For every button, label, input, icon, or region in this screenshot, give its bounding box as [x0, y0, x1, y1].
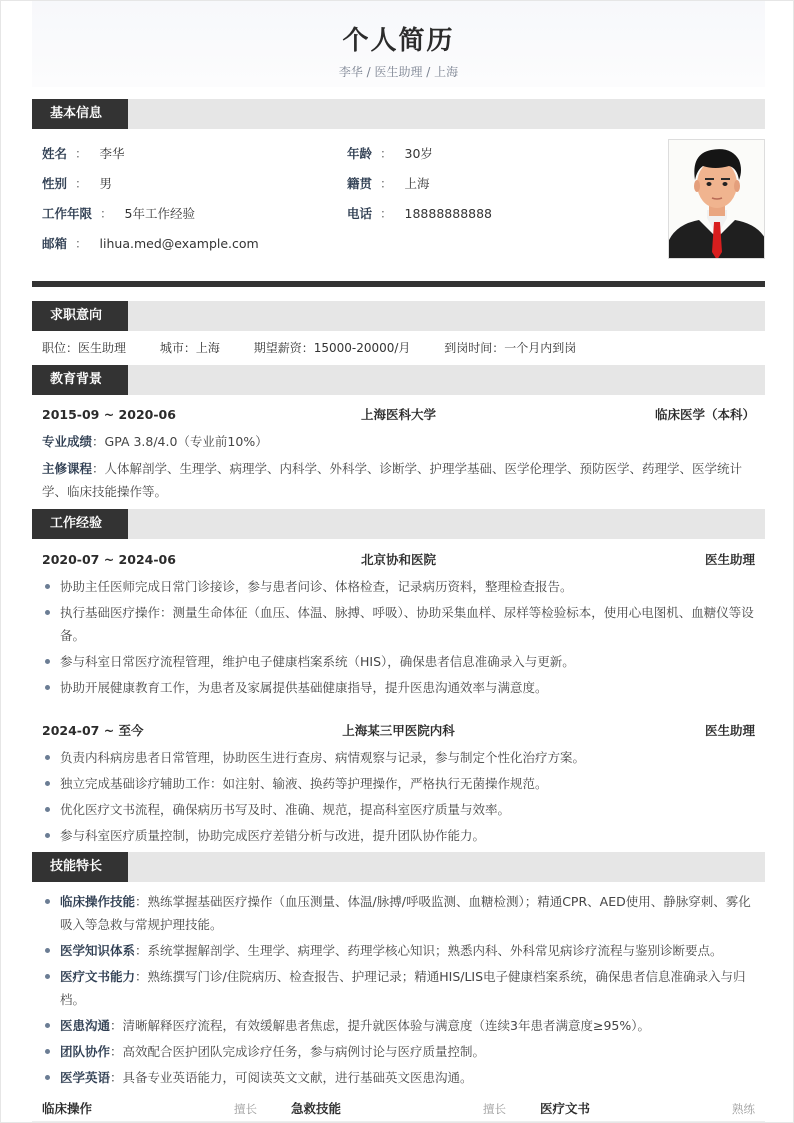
value: 30岁 [404, 146, 433, 161]
list-item: 负责内科病房患者日常管理，协助医生进行查房、病情观察与记录，参与制定个性化治疗方案。 [42, 746, 755, 769]
list-item [42, 890, 755, 936]
job-intent [32, 331, 765, 365]
education-major: 临床医学（本科） [654, 407, 755, 422]
colon: ： [380, 146, 393, 161]
page-subtitle: 李华 / 医生助理 / 上海 [338, 65, 459, 79]
list-item: 协助开展健康教育工作，为患者及家属提供基础健康指导，提升医患沟通效率与满意度。 [42, 676, 755, 699]
info-phone [347, 205, 492, 223]
job-period: 2020-07 ~ 2024-06 [42, 552, 176, 567]
list-item: 优化医疗文书流程，确保病历书写及时、准确、规范，提高科室医疗质量与效率。 [42, 798, 755, 821]
info-gender [42, 175, 112, 193]
value: 上海 [404, 176, 430, 191]
skill-name: 医疗文书 [540, 1101, 591, 1116]
job-header [32, 545, 765, 575]
colon: ： [75, 146, 88, 161]
list-item: 协助主任医师完成日常门诊接诊，参与患者问诊、体格检查，记录病历资料，整理检查报告。 [42, 575, 755, 598]
section-job-intent [32, 301, 765, 331]
value: 5年工作经验 [124, 206, 195, 221]
avatar-illustration-icon [669, 140, 765, 259]
section-title: 工作经验 [32, 509, 128, 539]
skill-title: 团队协作 [60, 1044, 111, 1059]
page-title: 个人简历 [342, 26, 455, 56]
intent-city: 城市：上海 [159, 341, 220, 355]
list-item [42, 965, 755, 1011]
skill-level: 熟练 [732, 1102, 755, 1116]
label: 姓名 [42, 146, 68, 161]
label: 邮箱 [42, 236, 68, 251]
skill-title: 医学英语 [60, 1070, 111, 1085]
resume-header [32, 1, 765, 87]
skill-text: ：熟练掌握基础医疗操作（血压测量、体温/脉搏/呼吸监测、血糖检测）；精通CPR、AED使用、静脉穿刺、雾化吸入等急救与常规护理技能。 [60, 894, 751, 932]
skills-list [32, 890, 765, 1089]
job-company: 上海某三甲医院内科 [342, 723, 455, 738]
avatar-photo [668, 139, 765, 259]
job-header [32, 716, 765, 746]
job-role: 医生助理 [704, 552, 755, 567]
skill-level: 擅长 [234, 1102, 257, 1116]
info-experience [42, 205, 195, 223]
info-email [42, 235, 259, 253]
value: lihua.med@example.com [99, 236, 259, 251]
section-basic-info [32, 99, 765, 129]
list-item: 参与科室医疗质量控制，协助完成医疗差错分析与改进，提升团队协作能力。 [42, 824, 755, 847]
skill-level-item [291, 1096, 540, 1121]
skill-title: 医患沟通 [60, 1018, 111, 1033]
list-item [42, 939, 755, 962]
colon: ： [100, 206, 113, 221]
job-period: 2024-07 ~ 至今 [42, 723, 144, 738]
info-age [347, 145, 433, 163]
skill-text: ：高效配合医护团队完成诊疗任务，参与病例讨论与医疗质量控制。 [110, 1044, 486, 1059]
section-title: 基本信息 [32, 99, 128, 129]
skill-title: 临床操作技能 [60, 894, 136, 909]
section-education [32, 365, 765, 395]
skill-level-item [42, 1096, 291, 1121]
colon: ： [380, 176, 393, 191]
info-origin [347, 175, 430, 193]
list-item: 参与科室日常医疗流程管理，维护电子健康档案系统（HIS），确保患者信息准确录入与更新。 [42, 650, 755, 673]
value: ：人体解剖学、生理学、病理学、内科学、外科学、诊断学、护理学基础、医学伦理学、预防医学、药理学、医学统计学、临床技能操作等。 [42, 461, 743, 499]
skill-text: ：具备专业英语能力，可阅读英文文献，进行基础英文医患沟通。 [110, 1070, 473, 1085]
intent-availability: 到岗时间：一个月内到岗 [444, 341, 577, 355]
skill-title: 医学知识体系 [60, 943, 136, 958]
label: 主修课程 [42, 461, 93, 476]
skill-text: ：系统掌握解剖学、生理学、病理学、药理学核心知识；熟悉内科、外科常见病诊疗流程与鉴别诊断要点。 [135, 943, 723, 958]
value: 18888888888 [404, 206, 493, 221]
list-item: 独立完成基础诊疗辅助工作：如注射、输液、换药等护理操作，严格执行无菌操作规范。 [42, 772, 755, 795]
colon: ： [75, 176, 88, 191]
job-role: 医生助理 [704, 723, 755, 738]
section-title: 求职意向 [32, 301, 128, 331]
label: 性别 [42, 176, 68, 191]
job-company: 北京协和医院 [360, 552, 436, 567]
skill-text: ：熟练撰写门诊/住院病历、检查报告、护理记录；精通HIS/LIS电子健康档案系统，确保患者信息准确录入与归档。 [60, 969, 746, 1007]
colon: ： [380, 206, 393, 221]
value: 李华 [99, 146, 125, 161]
education-period: 2015-09 ~ 2020-06 [42, 407, 176, 422]
colon: ： [75, 236, 88, 251]
list-item [42, 1040, 755, 1063]
list-item [42, 1066, 755, 1089]
value: ：GPA 3.8/4.0（专业前10%） [92, 434, 268, 449]
job-duties [32, 575, 765, 699]
job-duties [32, 746, 765, 847]
value: 男 [99, 176, 113, 191]
resume-page [32, 1, 765, 1122]
skill-text: ：清晰解释医疗流程，有效缓解患者焦虑，提升就医体验与满意度（连续3年患者满意度≥95%）。 [110, 1018, 650, 1033]
info-name [42, 145, 125, 163]
skill-level-item [540, 1096, 755, 1121]
skill-title: 医疗文书能力 [60, 969, 136, 984]
section-title: 技能特长 [32, 852, 128, 882]
education-header [32, 400, 765, 430]
list-item [42, 1014, 755, 1037]
basic-info [32, 129, 765, 281]
list-item: 执行基础医疗操作：测量生命体征（血压、体温、脉搏、呼吸）、协助采集血样、尿样等检验标本，使用心电图机、血糖仪等设备。 [42, 601, 755, 647]
skill-name: 急救技能 [291, 1101, 342, 1116]
skill-name: 临床操作 [42, 1101, 93, 1116]
section-skills [32, 852, 765, 882]
intent-position: 职位：医生助理 [42, 341, 127, 355]
label: 电话 [347, 206, 373, 221]
section-work-experience [32, 509, 765, 539]
intent-salary: 期望薪资：15000-20000/月 [253, 341, 411, 355]
education-school: 上海医科大学 [360, 407, 436, 422]
skill-level: 擅长 [483, 1102, 506, 1116]
education-gpa [32, 430, 765, 453]
skill-levels [32, 1096, 765, 1122]
section-title: 教育背景 [32, 365, 128, 395]
label: 年龄 [347, 146, 373, 161]
label: 籍贯 [347, 176, 373, 191]
education-courses [32, 457, 765, 503]
label: 工作年限 [42, 206, 93, 221]
label: 专业成绩 [42, 434, 93, 449]
